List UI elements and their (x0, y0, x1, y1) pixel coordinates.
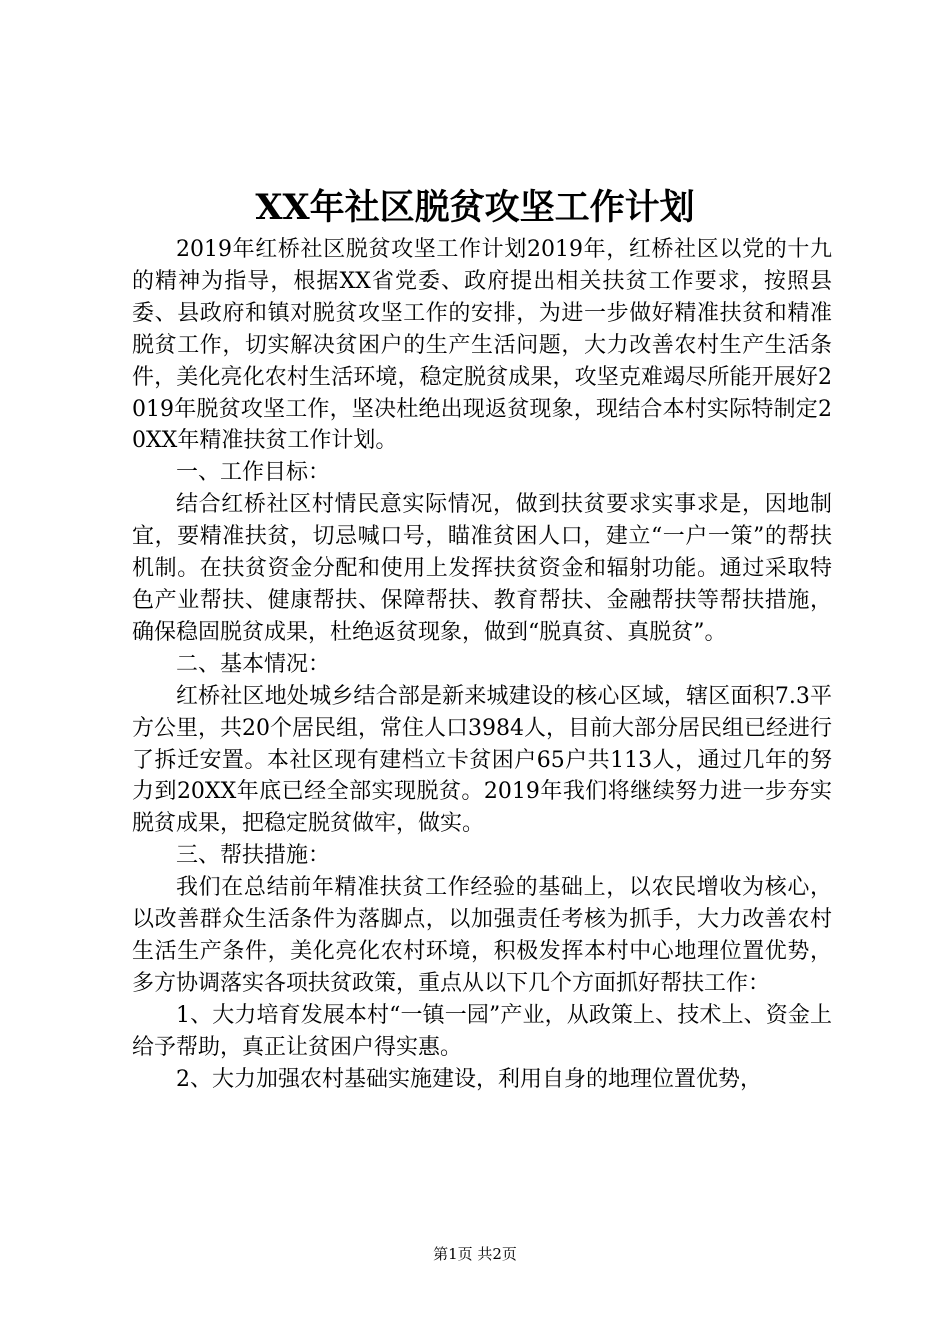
measure-item-1: 1、大力培育发展本村“一镇一园”产业，从政策上、技术上、资金上给予帮助，真正让贫困户得实惠。 (132, 1002, 832, 1060)
goals-paragraph: 结合红桥社区村情民意实际情况，做到扶贫要求实事求是，因地制宜，要精准扶贫，切忌喊口号，瞄准贫困人口，建立“一户一策”的帮扶机制。在扶贫资金分配和使用上发挥扶贫资金和辐射功能。通过采取特色产业帮扶、健康帮扶、保障帮扶、教育帮扶、金融帮扶等帮扶措施，确保稳固脱贫成果，杜绝返贫现象，做到“脱真贫、真脱贫”。 (132, 492, 832, 645)
measures-paragraph: 我们在总结前年精准扶贫工作经验的基础上，以农民增收为核心，以改善群众生活条件为落脚点，以加强责任考核为抓手，大力改善农村生活生产条件，美化亮化农村环境，积极发挥本村中心地理位置优势，多方协调落实各项扶贫政策，重点从以下几个方面抓好帮扶工作： (132, 875, 832, 996)
section-heading-measures: 三、帮扶措施： (176, 843, 331, 869)
document-body (132, 234, 832, 1095)
measure-item-2: 2、大力加强农村基础实施建设，利用自身的地理位置优势， (176, 1066, 762, 1092)
intro-paragraph: 2019年红桥社区脱贫攻坚工作计划2019年，红桥社区以党的十九的精神为指导，根据XX省党委、政府提出相关扶贫工作要求，按照县委、县政府和镇对脱贫攻坚工作的安排，为进一步做好精准扶贫和精准脱贫工作，切实解决贫困户的生产生活问题，大力改善农村生产生活条件，美化亮化农村生活环境，稳定脱贫成果，攻坚克难竭尽所能开展好2019年脱贫攻坚工作，坚决杜绝出现返贫现象，现结合本村实际特制定20XX年精准扶贫工作计划。 (132, 237, 832, 454)
section-heading-goals: 一、工作目标： (176, 460, 331, 486)
basic-situation-paragraph: 红桥社区地处城乡结合部是新来城建设的核心区域，辖区面积7.3平方公里，共20个居民组，常住人口3984人，目前大部分居民组已经进行了拆迁安置。本社区现有建档立卡贫困户65户共113人，通过几年的努力到20XX年底已经全部实现脱贫。2019年我们将继续努力进一步夯实脱贫成果，把稳定脱贫做牢，做实。 (132, 683, 832, 837)
section-heading-basic-situation: 二、基本情况： (176, 651, 331, 677)
page-number-footer: 第1页 共2页 (433, 1245, 517, 1263)
document-title: XX年社区脱贫攻坚工作计划 (255, 187, 695, 228)
